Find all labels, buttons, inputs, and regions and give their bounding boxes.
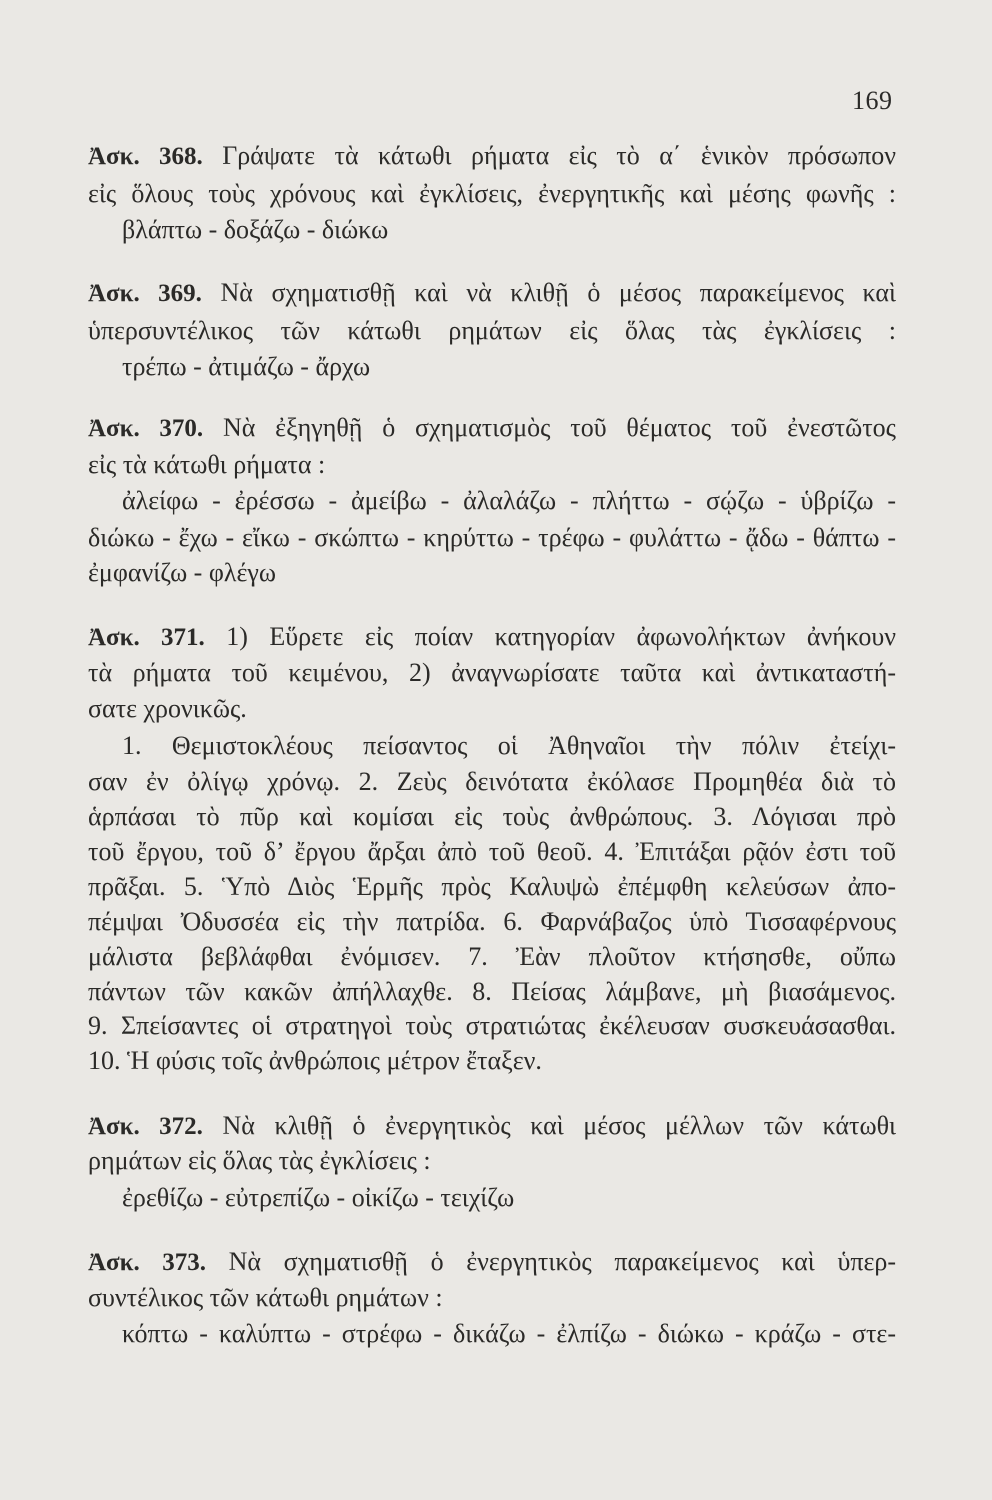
exercise-371-text-5: πρᾶξαι. 5. Ὑπὸ Διὸς Ἑρμῆς πρὸς Καλυψὼ ἐπέμφθη κελεύσων ἀπο-	[88, 872, 896, 901]
exercise-370-text: Νὰ ἐξηγηθῇ ὁ σχηματισμὸς τοῦ θέματος τοῦ ἐνεστῶτος	[222, 413, 896, 442]
exercise-369-verbs: τρέπω - ἀτιμάζω - ἄρχω	[122, 352, 371, 381]
exercise-369-line-1	[88, 277, 896, 310]
exercise-368-heading: Ἀσκ. 368.	[88, 143, 203, 170]
exercise-371-line-1	[88, 621, 896, 654]
exercise-372-line-1	[88, 1110, 896, 1143]
exercise-369-line-2: ὑπερσυντέλικος τῶν κάτωθι ρημάτων εἰς ὅλας τὰς ἐγκλίσεις :	[88, 316, 896, 345]
exercise-371-text-7: μάλιστα βεβλάφθαι ἐνόμισεν. 7. Ἐὰν πλοῦτον κτήσησθε, οὔπω	[88, 942, 896, 971]
exercise-372-heading: Ἀσκ. 372.	[88, 1113, 203, 1140]
exercise-373-heading: Ἀσκ. 373.	[88, 1249, 206, 1276]
exercise-368-verbs: βλάπτω - δοξάζω - διώκω	[122, 215, 389, 244]
exercise-371-line-2: τὰ ρήματα τοῦ κειμένου, 2) ἀναγνωρίσατε ταῦτα καὶ ἀντικαταστή-	[88, 658, 896, 687]
exercise-373-line-2: συντέλικος τῶν κάτωθι ρημάτων :	[88, 1283, 443, 1312]
exercise-370-line-2: εἰς τὰ κάτωθι ρήματα :	[88, 450, 326, 479]
exercise-370-verbs-1: ἀλείφω - ἐρέσσω - ἀμείβω - ἀλαλάζω - πλήττω - σῴζω - ὑβρίζω -	[122, 486, 896, 515]
exercise-369-heading: Ἀσκ. 369.	[88, 280, 202, 307]
exercise-371-text-3: ἁρπάσαι τὸ πῦρ καὶ κομίσαι εἰς τοὺς ἀνθρώπους. 3. Λόγισαι πρὸ	[88, 802, 896, 831]
exercise-368-text: Γράψατε τὰ κάτωθι ρήματα εἰς τὸ α΄ ἑνικὸν πρόσωπον	[222, 141, 896, 170]
exercise-371-line-3: σατε χρονικῶς.	[88, 694, 247, 723]
exercise-370-heading: Ἀσκ. 370.	[88, 415, 204, 442]
exercise-371-text: 1) Εὕρετε εἰς ποίαν κατηγορίαν ἀφωνολήκτων ἀνήκουν	[226, 622, 896, 651]
page-number: 169	[852, 86, 893, 115]
exercise-371-text-6: πέμψαι Ὀδυσσέα εἰς τὴν πατρίδα. 6. Φαρνάβαζος ὑπὸ Τισσαφέρνους	[88, 907, 896, 936]
exercise-371-text-4: τοῦ ἔργου, τοῦ δ’ ἔργου ἄρξαι ἀπὸ τοῦ θεοῦ. 4. Ἐπιτάξαι ρᾷόν ἐστι τοῦ	[88, 837, 896, 866]
exercise-370-verbs-3: ἐμφανίζω - φλέγω	[88, 558, 276, 587]
exercise-370-verbs-2: διώκω - ἔχω - εἴκω - σκώπτω - κηρύττω - τρέφω - φυλάττω - ᾄδω - θάπτω -	[88, 523, 896, 552]
exercise-371-text-8: πάντων τῶν κακῶν ἀπήλλαχθε. 8. Πείσας λάμβανε, μὴ βιασάμενος.	[88, 977, 896, 1006]
exercise-369-text: Νὰ σχηματισθῇ καὶ νὰ κλιθῇ ὁ μέσος παρακείμενος καὶ	[220, 278, 896, 307]
exercise-371-heading: Ἀσκ. 371.	[88, 624, 205, 651]
exercise-368-line-1	[88, 140, 896, 173]
exercise-372-text: Νὰ κλιθῇ ὁ ἐνεργητικὸς καὶ μέσος μέλλων τῶν κάτωθι	[222, 1111, 897, 1140]
exercise-373-line-1	[88, 1246, 896, 1279]
exercise-373-verbs: κόπτω - καλύπτω - στρέφω - δικάζω - ἐλπίζω - διώκω - κράζω - στε-	[122, 1319, 896, 1348]
exercise-370-line-1	[88, 412, 896, 445]
exercise-371-text-10: 10. Ἡ φύσις τοῖς ἀνθρώποις μέτρον ἔταξεν.	[88, 1046, 542, 1075]
exercise-371-text-1: 1. Θεμιστοκλέους πείσαντος οἱ Ἀθηναῖοι τὴν πόλιν ἐτείχι-	[122, 731, 896, 760]
exercise-371-text-9: 9. Σπείσαντες οἱ στρατηγοὶ τοὺς στρατιώτας ἐκέλευσαν συσκευάσασθαι.	[88, 1011, 896, 1040]
exercise-372-line-2: ρημάτων εἰς ὅλας τὰς ἐγκλίσεις :	[88, 1146, 431, 1175]
exercise-372-verbs: ἐρεθίζω - εὐτρεπίζω - οἰκίζω - τειχίζω	[122, 1183, 515, 1212]
exercise-373-text: Νὰ σχηματισθῇ ὁ ἐνεργητικὸς παρακείμενος καὶ ὑπερ-	[228, 1247, 896, 1276]
exercise-368-line-2: εἰς ὅλους τοὺς χρόνους καὶ ἐγκλίσεις, ἐνεργητικῆς καὶ μέσης φωνῆς :	[88, 179, 896, 208]
exercise-371-text-2: σαν ἐν ὀλίγῳ χρόνῳ. 2. Ζεὺς δεινότατα ἐκόλασε Προμηθέα διὰ τὸ	[88, 767, 896, 796]
